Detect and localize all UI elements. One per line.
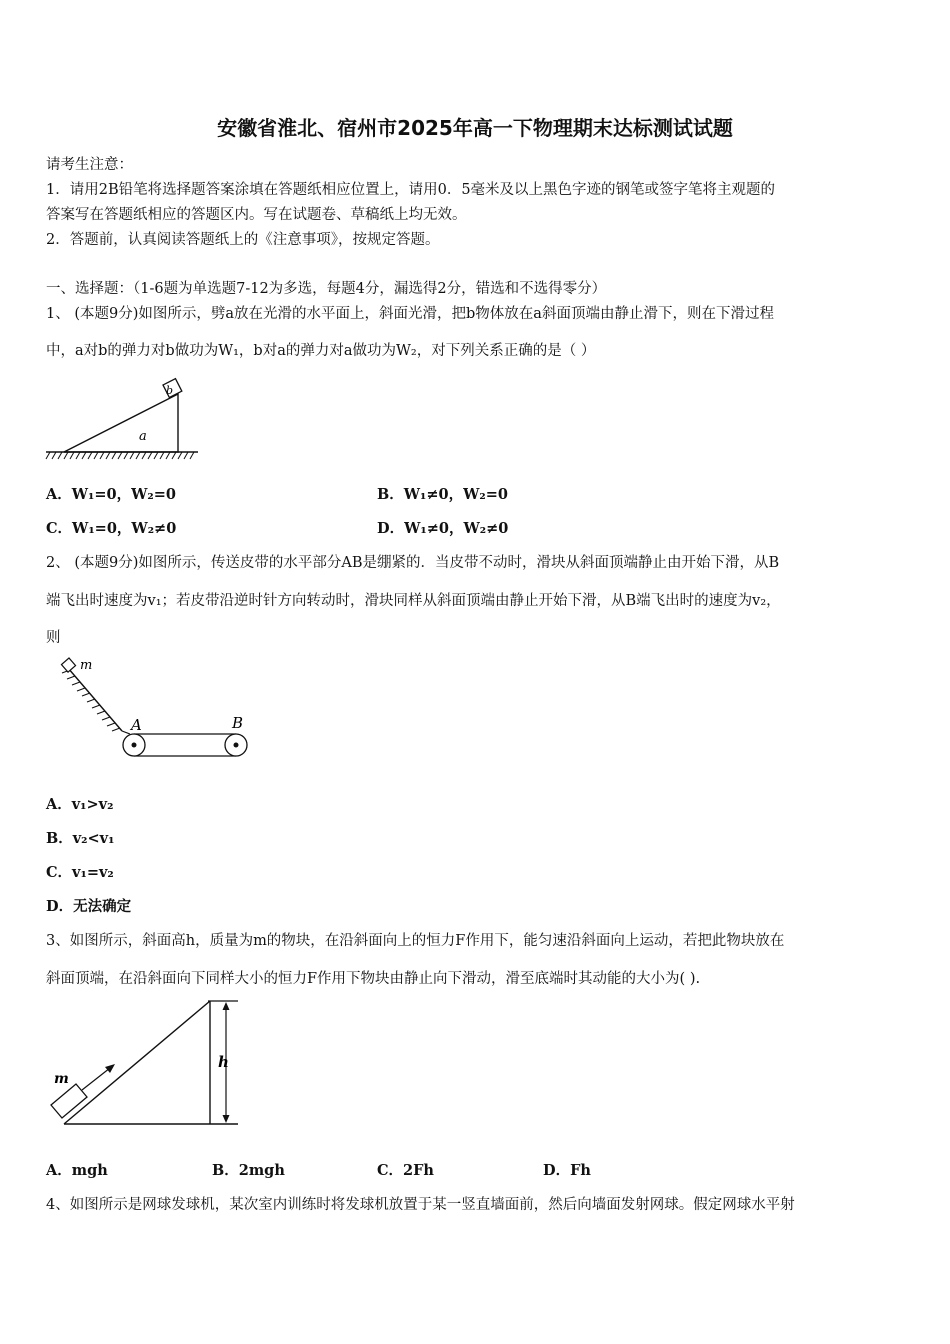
q3-label-m: m: [54, 1071, 69, 1087]
q4-stem-line1: 4、如图所示是网球发球机，某次室内训练时将发球机放置于某一竖直墙面前，然后向墙面发射网球。假定网球水平射: [46, 1197, 795, 1213]
q2-label-A: A: [131, 716, 142, 734]
q3-stem-line1: 3、如图所示，斜面高h，质量为m的物块，在沿斜面向上的恒力F作用下，能匀速沿斜面向上运动，若把此物块放在: [46, 933, 785, 949]
q3-stem-line2: 斜面顶端，在沿斜面向下同样大小的恒力F作用下物块由静止向下滑动，滑至底端时其动能的大小为( ).: [46, 971, 701, 987]
q1-label-b: b: [166, 384, 174, 397]
q3-option-b[interactable]: B．2mgh: [212, 1162, 285, 1179]
q2-stem-line2: 端飞出时速度为v₁；若皮带沿逆时针方向转动时，滑块同样从斜面顶端由静止开始下滑，从B端飞出时的速度为v₂，: [46, 593, 781, 609]
q1-stem-line2: 中，a对b的弹力对b做功为W₁，b对a的弹力对a做功为W₂，对下列关系正确的是（ ）: [46, 343, 596, 359]
q3-incline-figure: [46, 997, 246, 1132]
q2-label-m: m: [80, 658, 93, 673]
q2-stem-line1: 2、 (本题9分)如图所示，传送皮带的水平部分AB是绷紧的．当皮带不动时，滑块从斜面顶端静止由开始下滑，从B: [46, 555, 780, 571]
q2-label-B: B: [232, 714, 244, 732]
q3-option-c[interactable]: C．2Fh: [377, 1162, 434, 1179]
q1-option-a[interactable]: A．W₁=0，W₂=0: [46, 486, 176, 503]
notice-heading: 请考生注意：: [46, 157, 133, 173]
q3-label-h: h: [218, 1053, 229, 1071]
q1-stem-line1: 1、 (本题9分)如图所示，劈a放在光滑的水平面上，斜面光滑，把b物体放在a斜面顶端由静止滑下，则在下滑过程: [46, 306, 774, 322]
q2-conveyor-figure: [50, 655, 260, 760]
q1-wedge-figure: [46, 372, 206, 464]
q1-option-b[interactable]: B．W₁≠0，W₂=0: [377, 486, 509, 503]
notice-item-2: 2．答题前，认真阅读答题纸上的《注意事项》，按规定答题。: [46, 232, 440, 248]
q2-option-d[interactable]: D．无法确定: [46, 898, 132, 915]
q3-option-d[interactable]: D．Fh: [543, 1162, 591, 1179]
q2-option-b[interactable]: B．v₂<v₁: [46, 830, 115, 847]
q1-option-c[interactable]: C．W₁=0，W₂≠0: [46, 520, 177, 537]
section-heading: 一、选择题：（1-6题为单选题7-12为多选，每题4分，漏选得2分，错选和不选得零分）: [46, 281, 607, 297]
q2-stem-line3: 则: [46, 630, 61, 646]
notice-item-1a: 1．请用2B铅笔将选择题答案涂填在答题纸相应位置上，请用0．5毫米及以上黑色字迹的钢笔或签字笔将主观题的: [46, 182, 776, 198]
q1-label-a: a: [139, 429, 147, 444]
q3-option-a[interactable]: A．mgh: [46, 1162, 108, 1179]
page-title: 安徽省淮北、宿州市2025年高一下物理期末达标测试试题: [217, 116, 733, 140]
q2-option-a[interactable]: A．v₁>v₂: [46, 796, 114, 813]
q1-option-d[interactable]: D．W₁≠0，W₂≠0: [377, 520, 509, 537]
notice-item-1b: 答案写在答题纸相应的答题区内。写在试题卷、草稿纸上均无效。: [46, 207, 467, 223]
q2-option-c[interactable]: C．v₁=v₂: [46, 864, 114, 881]
